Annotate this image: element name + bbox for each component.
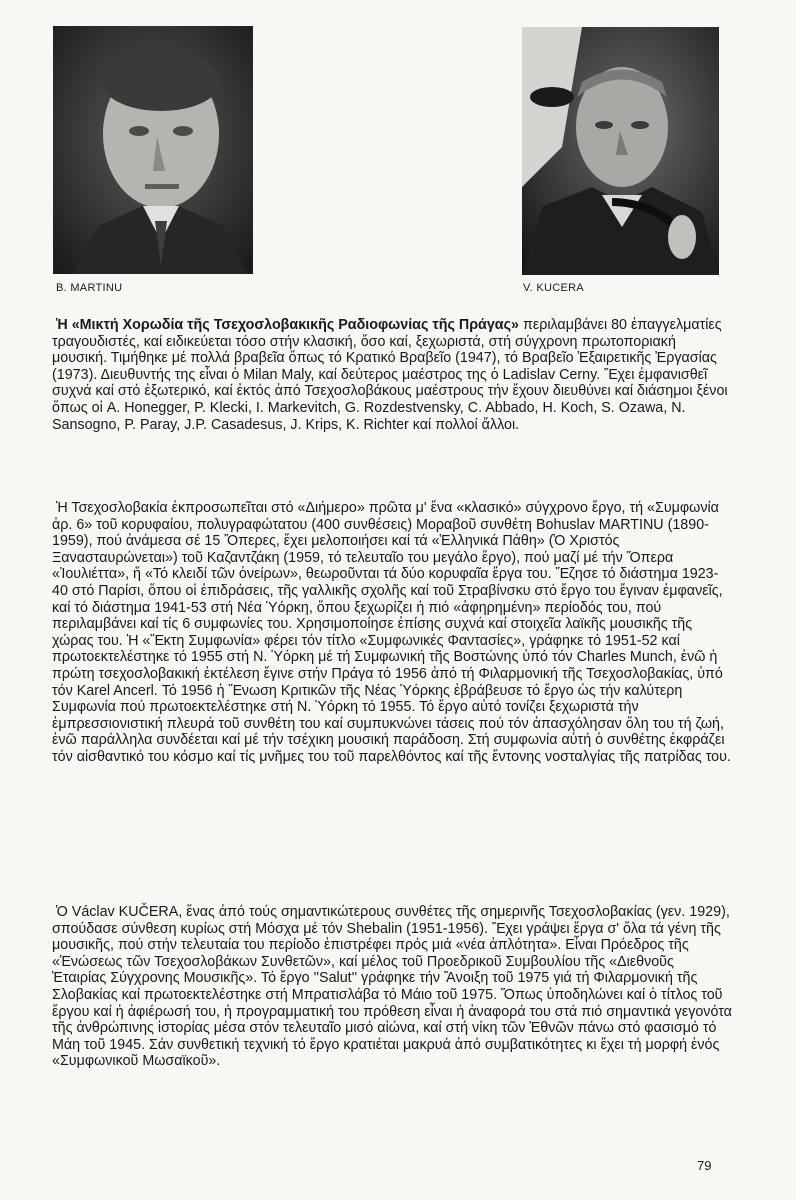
portrait-image bbox=[522, 27, 719, 275]
photo-caption-kucera: V. KUCERA bbox=[523, 282, 584, 294]
photo-caption-martinu: B. MARTINU bbox=[56, 282, 123, 294]
paragraph-choir bbox=[52, 317, 732, 433]
paragraph-kucera: Ὁ Václav KUČERA, ἕνας ἀπό τούς σημαντικώτερους συνθέτες τῆς σημερινῆς Τσεχοσλοβακίας (γεν. 1929), σπούδασε σύνθεση κυρίως στή Μόσχα μέ τόν Shebalin (1951-1956). Ἔχει γράψει ἔργα σ' ὅλα τά γένη τῆς μουσικῆς, πού στήν τελευταία του περίοδο ἐπιστρέφει πρός μιά «νέα ἀπλότητα». Εἶναι Πρόεδρος τῆς «Ἑνώσεως τῶν Τσεχοσλοβάκων Συνθετῶν», καί μέλος τοῦ Προεδρικοῦ Συμβουλίου τῆς «Διεθνοῦς Ἑταιρίας Σύγχρονης Μουσικῆς». Τό ἔργο ''Salut'' γράφηκε τήν Ἄνοιξη τοῦ 1975 γιά τή Φιλαρμονική τῆς Σλοβακίας καί πρωτοεκτελέστηκε στή Μπρατισλάβα τό Μάιο τοῦ 1975. Ὅπως ὑποδηλώνει καί ὁ τίτλος τοῦ ἔργου καί ἡ ἀφιέρωσή του, ἡ προγραμματική του πρόθεση εἶναι ἡ ἀναφορά του στά πιό σημαντικά γεγονότα τῆς ἀνθρώπινης ἱστορίας μέσα στόν τελευταῖο μισό αἰώνα, καί στή νίκη τῶν Ἐθνῶν πάνω στό φασισμό τό Μάη τοῦ 1945. Σάν συνθετική τεχνική τό ἔργο κρατιέται μακρυά ἀπό συμβατικότητες κι ἔχει τή μορφή ἑνός «Συμφωνικοῦ Μωσαϊκοῦ». bbox=[52, 904, 732, 1070]
portrait-photo-kucera bbox=[522, 27, 719, 275]
paragraph-martinu: Ἡ Τσεχοσλοβακία ἐκπροσωπεῖται στό «Διήμερο» πρῶτα μ' ἕνα «κλασικό» σύγχρονο ἔργο, τή «Συμφωνία ἀρ. 6» τοῦ κορυφαίου, πολυγραφώτατου (400 συνθέσεις) Μοραβοῦ συνθέτη Bohuslav MARTINU (1890-1959), πού ἀνάμεσα σέ 15 Ὄπερες, ἔχει μελοποιήσει καί τά «Ἑλληνικά Πάθη» (Ὁ Χριστός Ξανασταυρώνεται») τοῦ Καζαντζάκη (1959, τό τελευταῖο του μεγάλο ἔργο), πού μαζί μέ τήν Ὄπερα «Ἰουλιέττα», ἤ «Τό κλειδί τῶν ὀνείρων», θεωροῦνται τά δύο κορυφαῖα ἔργα του. Ἔζησε τό διάστημα 1923-40 στό Παρίσι, ὅπου οἱ ἐπιδράσεις, τῆς γαλλικῆς σχολῆς καί τοῦ Στραβίνσκυ στό ἔργο του ἔγιναν ἐμφανεῖς, καί τό διάστημα 1941-53 στή Νέα Ὑόρκη, ὅπου ξεχωρίζει ἡ πιό «ἀφηρημένη» περίοδός του, πού περιλαμβάνει καί τίς 6 συμφωνίες του. Χρησιμοποίησε ἐπίσης συχνά καί στοιχεῖα λαϊκῆς μουσικῆς τῆς χώρας του. Ἡ «Ἕκτη Συμφωνία» φέρει τόν τίτλο «Συμφωνικές Φαντασίες», γράφηκε τό 1951-52 καί πρωτοεκτελέστηκε τό 1955 στή Ν. Ὑόρκη μέ τή Συμφωνική τῆς Βοστώνης ὑπό τόν Charles Munch, ἐνῶ ἡ πρώτη τσεχοσλοβακική ἐκτέλεση ἔγινε στήν Πράγα τό 1956 ἀπό τή Φιλαρμονική τῆς Τσεχοσλοβακίας, ὑπό τόν Karel Ancerl. Τό 1956 ἡ Ἕνωση Κριτικῶν τῆς Νέας Ὑόρκης ἐβράβευσε τό ἔργο ὡς τήν καλύτερη Συμφωνία πού πρωτοεκτελέστηκε στή Ν. Ὑόρκη τό 1955. Τό ἔργο αὐτό τονίζει ξεχωριστά τήν ἐμπρεσσιονιστική πλευρά τοῦ συνθέτη του καί συμπυκνώνει τάσεις πού τόν ἀπασχόλησαν ὅλη του τή ζωή, ἐνῶ παράλληλα συνδέεται καί μέ τήν τσέχικη μουσική παράδοση. Στή συμφωνία αὐτή ὁ συνθέτης ἐκφράζει τόν αἰσθαντικό του κόσμο καί τίς μνῆμες του τοῦ παρελθόντος καί τῆς ἔντονης νοσταλγίας τῆς πατρίδας του. bbox=[52, 500, 731, 765]
choir-name-bold: Ἡ «Μικτή Χορωδία τῆς Τσεχοσλοβακικῆς Ραδιοφωνίας τῆς Πράγας» bbox=[56, 317, 519, 333]
page-number: 79 bbox=[697, 1158, 712, 1173]
paragraph-choir-body: περιλαμβάνει 80 ἐπαγγελματίες τραγουδιστές, καί ειδικεύεται τόσο στήν κλασική, ὅσο καί, ξεχωριστά, στή σύγχρονη πρωτοποριακή μουσική. Τιμήθηκε μέ πολλά βραβεῖα ὅπως τό Κρατικό Βραβεῖο (1947), τό Βραβεῖο Ἐξαιρετικῆς Ἐργασίας (1973). Διευθυντής της εἶναι ὁ Milan Maly, καί δεύτερος μαέστρος της ὁ Ladislav Cerny. Ἔχει ἐμφανισθεῖ συχνά καί στό ἐξωτερικό, καί ἐκτός ἀπό Τσεχοσλοβάκους μαέστρους τήν ἔχουν διευθύνει καί διάσημοι ξένοι ὅπως οἱ A. Honegger, P. Klecki, I. Markevitch, G. Rozdestvensky, C. Abbado, H. Koch, S. Ozawa, N. Sansogno, P. Paray, J.P. Casadesus, J. Krips, K. Richter καί πολλοί ἄλλοι. bbox=[52, 317, 728, 433]
portrait-photo-martinu bbox=[53, 26, 253, 274]
portrait-image bbox=[53, 26, 253, 274]
